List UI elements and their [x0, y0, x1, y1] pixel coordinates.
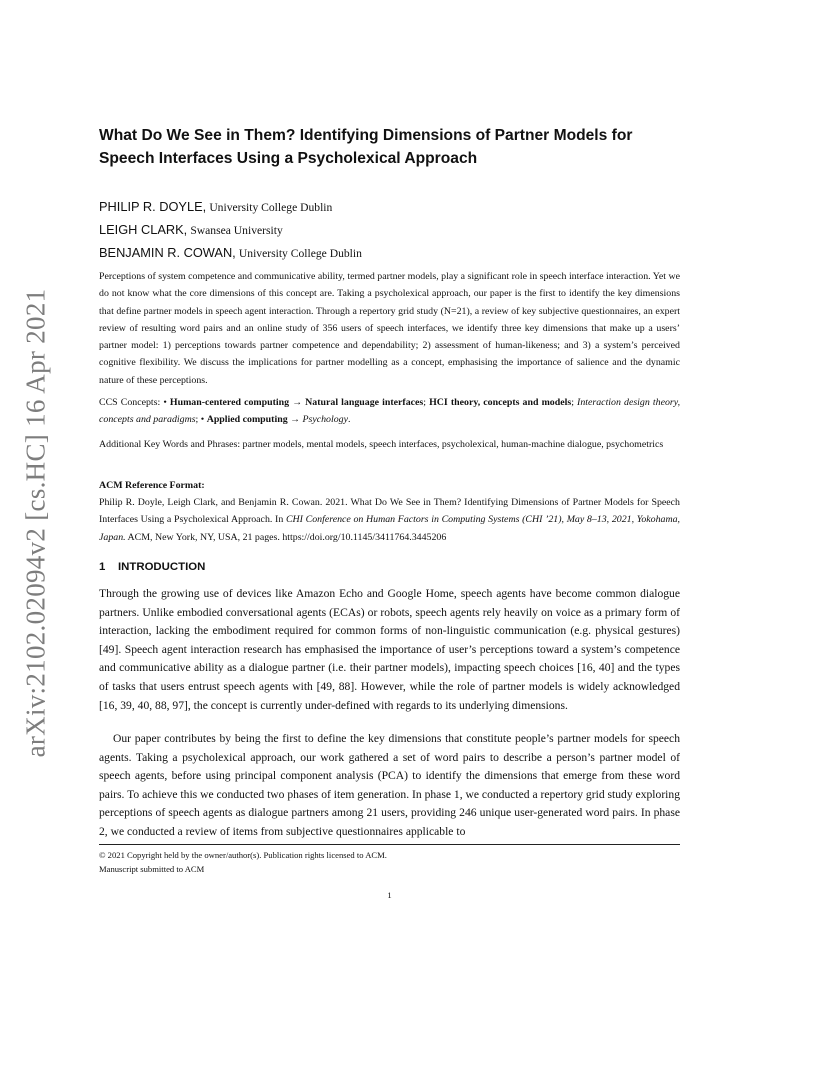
body-paragraph: Through the growing use of devices like Amazon Echo and Google Home, speech agents have become common dialogue partners. Unlike embodied conversational agents (ECAs) or robots, speech agents rely heavily on voice as a primary form of interaction, lacking the embodiment required for common forms of non-linguistic communication (e.g. physical gestures) [49]. Speech agent interaction research has emphasised the importance of user’s perceptions toward a system’s competence and communicative ability as a dialogue partner (i.e. their partner models), impacting speech choices [16, 40] and the types of tasks that users entrust speech agents with [49, 88]. However, while the role of partner models is widely acknowledged [16, 39, 40, 88, 97], the concept is currently under-defined with regards to its underlying dimensions. — [99, 587, 680, 712]
author-name: LEIGH CLARK, — [99, 222, 188, 237]
ccs-concept: Applied computing — [206, 414, 288, 426]
author-affiliation: University College Dublin — [238, 247, 362, 260]
author-entry — [99, 242, 680, 265]
author-affiliation: Swansea University — [190, 224, 283, 237]
ccs-separator: ; — [571, 397, 578, 408]
author-list — [99, 196, 680, 265]
reference-format — [99, 494, 680, 546]
reference-text: ACM, New York, NY, USA, 21 pages. https://doi.org/10.1145/3411764.3445206 — [125, 531, 447, 543]
ccs-arrow: → — [287, 414, 303, 426]
title-line-1: What Do We See in Them? Identifying Dimensions of Partner Models for — [99, 127, 633, 144]
ccs-end: . — [347, 414, 351, 426]
title-line-2: Speech Interfaces Using a Psycholexical Approach — [99, 150, 478, 167]
author-entry — [99, 219, 680, 242]
page-number: 1 — [387, 890, 392, 900]
ccs-separator: ; — [423, 397, 430, 408]
keywords: Additional Key Words and Phrases: partner models, mental models, speech interfaces, psycholexical, human-machine dialogue, psychometrics — [99, 439, 664, 450]
ccs-arrow: → — [289, 397, 306, 408]
arxiv-sidebar-stamp — [16, 288, 56, 758]
copyright-notice: © 2021 Copyright held by the owner/author(s). Publication rights licensed to ACM. — [99, 850, 387, 860]
author-entry — [99, 196, 680, 219]
ccs-concept: Human-centered computing — [169, 397, 290, 408]
reference-venue: CHI Conference on Human Factors in Computing Systems (CHI ’21), May 8–13, 2021, Yokohama, Japan. — [99, 514, 680, 543]
paper-title — [99, 124, 680, 170]
ccs-separator: ; • — [195, 414, 207, 426]
section-heading — [99, 559, 205, 575]
arxiv-identifier: arXiv:2102.02094v2 [cs.HC] 16 Apr 2021 — [20, 288, 51, 758]
ccs-concepts — [99, 394, 680, 429]
ccs-lead: CCS Concepts: • — [99, 397, 167, 408]
ccs-concept: HCI theory, concepts and models — [429, 397, 572, 408]
reference-text: Philip R. Doyle, Leigh Clark, and Benjamin R. Cowan. 2021. What Do We See in Them? Identifying Dimensions of Partner Models for Speech Interfaces Using a Psycholexical Approach. In — [99, 497, 680, 526]
author-name: PHILIP R. DOYLE, — [99, 199, 207, 214]
section-title: INTRODUCTION — [118, 561, 206, 573]
ccs-concept: Natural language interfaces — [305, 397, 424, 408]
author-name: BENJAMIN R. COWAN, — [99, 245, 236, 260]
manuscript-notice: Manuscript submitted to ACM — [99, 864, 205, 874]
body-paragraph: Our paper contributes by being the first to define the key dimensions that constitute people’s partner models for speech agents. Taking a psycholexical approach, our work gathered a set of word pairs to describe a person’s partner model of speech agents, before using principal component analysis (PCA) to identify the dimensions that emerge from these word pairs. To achieve this we conducted two phases of item generation. In phase 1, we conducted a repertory grid study exploring perceptions of speech agents as dialogue partners among 21 users, providing 246 unique user-generated word pairs. In phase 2, we conducted a review of items from subjective questionnaires applicable to — [99, 732, 680, 838]
abstract: Perceptions of system competence and communicative ability, termed partner models, play a significant role in speech interface interaction. Yet we do not know what the core dimensions of this concept are. Taking a psycholexical approach, our paper is the first to identify the key dimensions that define partner models in speech agent interaction. Through a repertory grid study (N=21), a review of key subjective questionnaires, an expert review of resulting word pairs and an online study of 356 users of speech interfaces, we identify three key dimensions that make up a users’ partner model: 1) perceptions towards partner competence and dependability; 2) assessment of human-likeness; and 3) a system’s perceived cognitive flexibility. We discuss the implications for partner modelling as a concept, emphasising the importance of salience and the dynamic nature of these perceptions. — [99, 271, 680, 386]
ccs-concept: Psychology — [302, 414, 348, 426]
footnote-rule — [99, 844, 680, 845]
reference-heading: ACM Reference Format: — [99, 480, 205, 491]
author-affiliation: University College Dublin — [209, 201, 333, 214]
section-number: 1 — [99, 561, 106, 573]
ccs-concept: Interaction design theory, concepts and paradigms — [99, 397, 681, 426]
footnote — [99, 848, 387, 876]
